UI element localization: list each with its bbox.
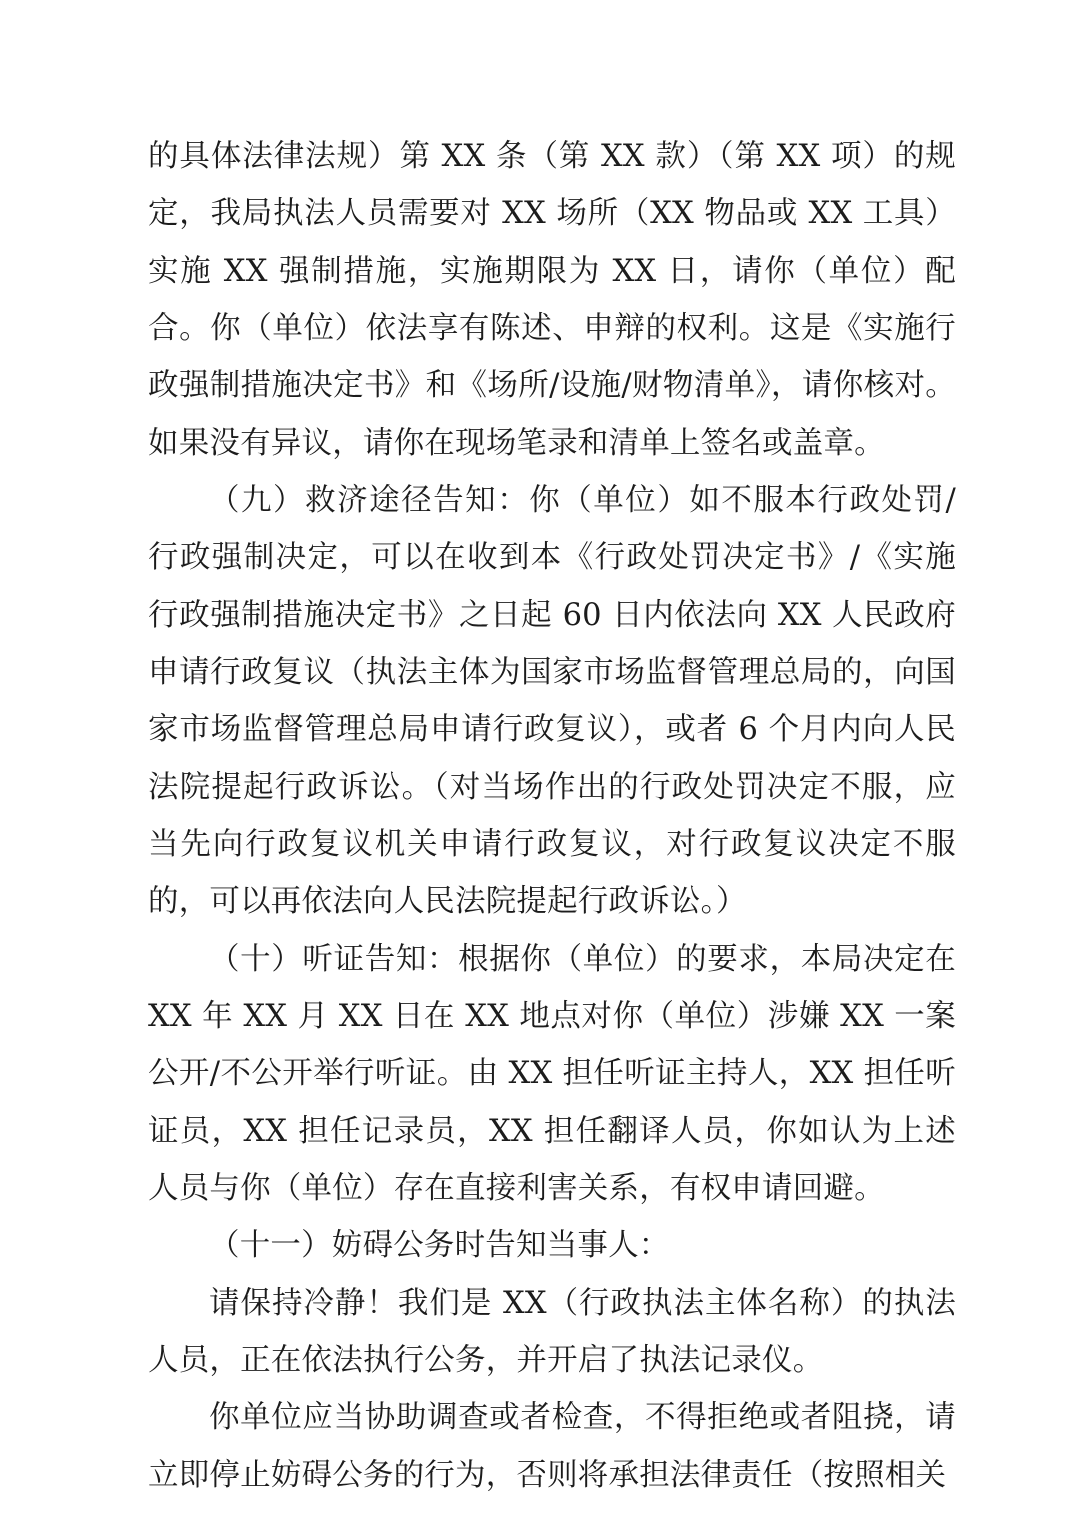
paragraph-notice-calm: 请保持冷静！我们是 XX（行政执法主体名称）的执法人员，正在依法执行公务，并开启了执法记录仪。 [148,1285,956,1378]
paragraph-item-ten: （十）听证告知：根据你（单位）的要求，本局决定在 XX 年 XX 月 XX 日在 XX 地点对你（单位）涉嫌 XX 一案公开/不公开举行听证。由 XX 担任听证主持人，XX 担任听证员，XX 担任记录员，XX 担任翻译人员，你如认为上述人员与你（单位）存在直接利害关系，有权申请回避。 [148,941,956,1206]
paragraph-continuation: 的具体法律法规）第 XX 条（第 XX 款）（第 XX 项）的规定，我局执法人员需要对 XX 场所（XX 物品或 XX 工具）实施 XX 强制措施，实施期限为 XX 日，请你（单位）配合。你（单位）依法享有陈述、申辩的权利。这是《实施行政强制措施决定书》和《场所/设施/财物清单》，请你核对。如果没有异议，请你在现场笔录和清单上签名或盖章。 [148,139,956,461]
paragraph-item-eleven: （十一）妨碍公务时告知当事人： [209,1228,670,1264]
paragraph-item-nine: （九）救济途径告知：你（单位）如不服本行政处罚/行政强制决定，可以在收到本《行政处罚决定书》/《实施行政强制措施决定书》之日起 60 日内依法向 XX 人民政府申请行政复议（执法主体为国家市场监督管理总局的，向国家市场监督管理总局申请行政复议），或者 6 个月内向人民法院提起行政诉讼。（对当场作出的行政处罚决定不服，应当先向行政复议机关申请行政复议，对行政复议决定不服的，可以再依法向人民法院提起行政诉讼。） [148,482,956,920]
document-body [148,128,956,1504]
paragraph-notice-assist: 你单位应当协助调查或者检查，不得拒绝或者阻挠，请立即停止妨碍公务的行为，否则将承担法律责任（按照相关 [148,1400,956,1493]
